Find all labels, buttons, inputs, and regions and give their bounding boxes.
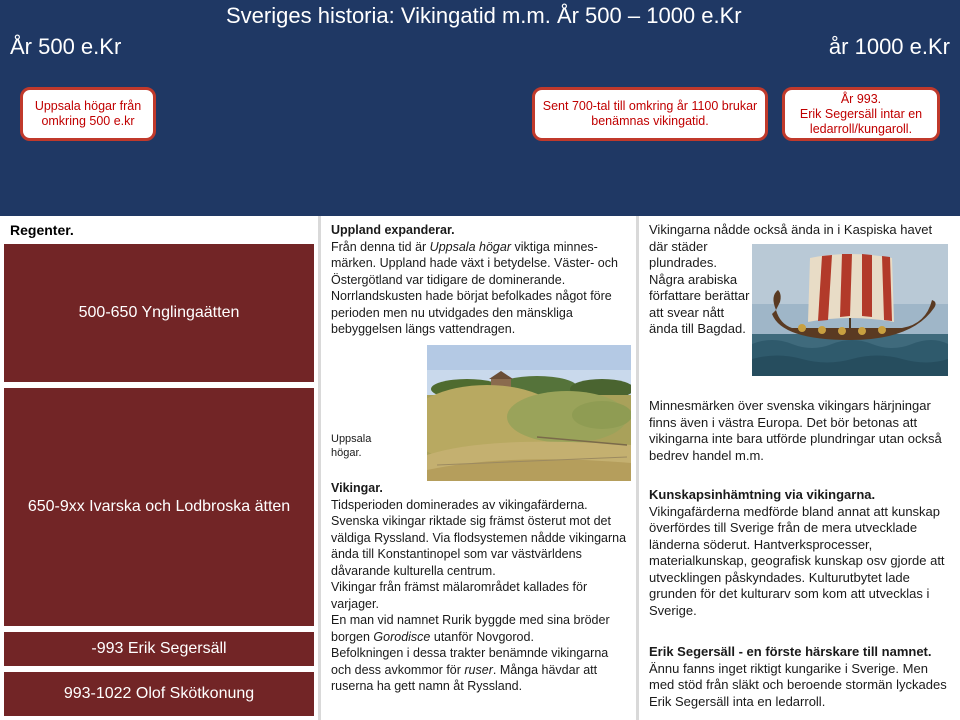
minnesmarken-paragraph: Minnesmärken över svenska vikingars härjningar finns även i västra Europa. Det bör betonas att vikingarna inte bara utförde plundringar utan också bedrev handel m.m. — [649, 398, 942, 463]
text-span: Från denna tid är — [331, 239, 430, 254]
uppland-heading: Uppland expanderar. — [331, 223, 455, 237]
text-span: . Många hävdar att ruserna ha gett namn åt Ryssland. — [331, 662, 598, 693]
burial-mounds-illustration — [427, 345, 631, 481]
regent-ynglingaatten: 500-650 Ynglingaätten — [4, 244, 314, 382]
kunskap-heading: Kunskapsinhämtning via vikingarna. — [649, 487, 876, 502]
kaspiska-rest: där städer plundrades. Några arabiska författare berättar att svear nått ända till Bagdad. — [649, 238, 750, 336]
timeline-event-vikingatid: Sent 700-tal till omkring år 1100 brukar benämnas vikingatid. — [532, 87, 768, 141]
vikingar-section — [331, 480, 631, 695]
kunskap-paragraph: Vikingafärderna medförde bland annat att kunskap överfördes till Sverige från de mera utvecklade länderna söderut. Hantverksprocesser, materialkunskap, geografisk kunskap osv gjorde att utvecklingen påskyndades. Kulturutbytet lade grunden för det kulturarv som kom att utvecklas i Sverige. — [649, 503, 945, 618]
uppland-section — [331, 222, 631, 338]
column-divider — [636, 216, 639, 720]
timeline-banner — [0, 0, 960, 216]
uppsala-hogar-photo — [427, 345, 631, 481]
uppland-paragraph-2: Norrlandskusten hade börjat befolkades något före perioden men nu utvidgades den mänskliga bebyggelsen längs vattendragen. — [331, 289, 612, 336]
kaspiska-line-1: Vikingarna nådde också ända in i Kaspiska havet — [649, 222, 933, 237]
vikingar-paragraph-3: Vikingar från främst mälarområdet kallades för varjager. — [331, 580, 588, 611]
uppland-paragraph-1 — [331, 239, 631, 289]
timeline-end-year: år 1000 e.Kr — [828, 34, 950, 59]
timeline-event-erik: År 993. Erik Segersäll intar en ledarroll/kungaroll. — [782, 87, 940, 141]
regents-column — [0, 216, 318, 720]
regent-erik-segersall: -993 Erik Segersäll — [4, 632, 314, 666]
vikingar-paragraph-1: Tidsperioden dominerades av vikingafärderna. — [331, 497, 588, 512]
erik-heading: Erik Segersäll - en förste härskare till namnet. — [649, 644, 932, 659]
viking-ship-picture — [752, 244, 948, 376]
timeline-start-year: År 500 e.Kr — [10, 34, 122, 59]
text-span: viktiga minnes-märken. Uppland hade växt i betydelse. Väster- och Östergötland var tidigare de dominerande. — [331, 239, 618, 287]
vikingar-paragraph-4 — [331, 612, 631, 645]
regents-heading: Regenter. — [10, 222, 74, 238]
timeline-event-uppsala: Uppsala högar från omkring 500 e.kr — [20, 87, 156, 141]
page-title: Sveriges historia: Vikingatid m.m. År 500 – 1000 e.Kr — [226, 3, 742, 28]
vikingar-paragraph-5 — [331, 645, 631, 695]
kunskap-section — [649, 487, 949, 619]
column-divider — [318, 216, 321, 720]
vikingar-paragraph-2: Svenska vikingar riktade sig främst österut mot det väldiga Ryssland. Via flodsystemen nådde vikingarna ända till Konstantinopel som var västvärldens dåvarande kulturella centrum. — [331, 514, 627, 578]
erik-segersall-section — [649, 644, 949, 710]
text-span: Befolkningen i dessa trakter benämnde vikingarna och dess avkommor för — [331, 646, 609, 677]
emphasis-ruser: ruser — [464, 662, 493, 677]
minnesmarken-section — [649, 398, 949, 464]
regent-ivarska-lodbroska: 650-9xx Ivarska och Lodbroska ätten — [4, 388, 314, 626]
regent-olof-skotkonung: 993-1022 Olof Skötkonung — [4, 672, 314, 716]
text-span: En man vid namnet Rurik byggde med sina bröder borgen — [331, 613, 610, 644]
vikingar-heading: Vikingar. — [331, 481, 383, 495]
uppsala-hogar-caption: Uppsala högar. — [331, 433, 372, 459]
viking-ship-illustration — [752, 244, 948, 376]
emphasis-uppsala-hogar: Uppsala högar — [429, 239, 511, 254]
erik-paragraph: Ännu fanns inget riktigt kungarike i Sverige. Men med stöd från släkt och beroende stormän lyckades Erik Segersäll inta en ledarroll. — [649, 660, 947, 709]
text-span: utanför Novgorod. — [430, 629, 534, 644]
emphasis-gorodisce: Gorodisce — [373, 629, 431, 644]
